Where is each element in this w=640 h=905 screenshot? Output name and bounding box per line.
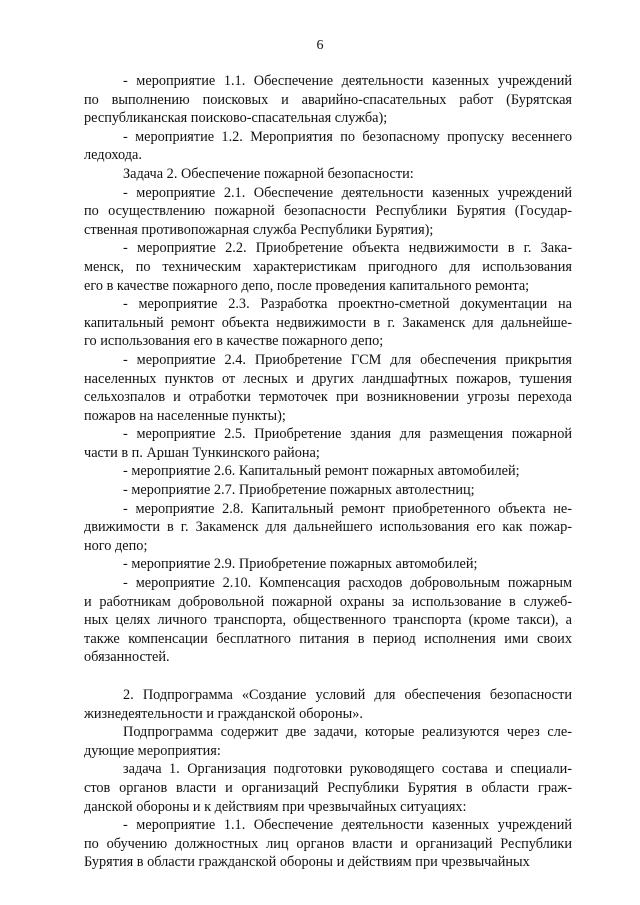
text-line: Бурятия в области гражданской обороны и действиям при чрезвычайных xyxy=(84,854,530,871)
paragraph-spacer xyxy=(84,667,572,686)
text-line: его в качестве пожарного депо, после проведения капитального ремонта; xyxy=(84,277,530,294)
document-body xyxy=(84,72,572,872)
text-line: части в п. Аршан Тункинского района; xyxy=(84,444,320,461)
paragraph xyxy=(84,165,572,184)
paragraph xyxy=(84,72,572,128)
paragraph xyxy=(84,723,572,760)
paragraph xyxy=(84,184,572,240)
text-line: обязанностей. xyxy=(84,649,170,666)
text-line: - мероприятие 2.2. Приобретение объекта недвижимости в г. Зака- xyxy=(123,240,572,257)
text-line: - мероприятие 2.8. Капитальный ремонт приобретенного объекта не- xyxy=(123,500,572,517)
text-line: Подпрограмма содержит две задачи, которые реализуются через сле- xyxy=(123,724,572,741)
text-line: - мероприятие 2.10. Компенсация расходов добровольным пожарным xyxy=(123,575,572,592)
paragraph xyxy=(84,816,572,872)
text-line: - мероприятие 2.1. Обеспечение деятельности казенных учреждений xyxy=(123,184,572,201)
text-line: - мероприятие 1.1. Обеспечение деятельности казенных учреждений xyxy=(123,73,572,89)
text-line: пожаров на населенные пункты); xyxy=(84,407,286,424)
text-line: данской обороны и к действиям при чрезвычайных ситуациях: xyxy=(84,798,467,815)
text-line: менск, по техническим характеристикам пригодного для использования xyxy=(84,258,572,275)
paragraph xyxy=(84,351,572,425)
paragraph xyxy=(84,295,572,351)
paragraph xyxy=(84,425,572,462)
text-line: также компенсации бесплатного питания в период исполнения ими своих xyxy=(84,630,572,647)
paragraph xyxy=(84,128,572,165)
text-line: по осуществлению пожарной безопасности Республики Бурятия (Государ- xyxy=(84,203,572,220)
text-line: - мероприятие 2.6. Капитальный ремонт пожарных автомобилей; xyxy=(123,463,520,480)
text-line: по обучению должностных лиц органов власти и организаций Республики xyxy=(84,835,572,852)
text-line: 2. Подпрограмма «Создание условий для обеспечения безопасности xyxy=(123,687,572,703)
text-line: ственная противопожарная служба Республики Бурятия); xyxy=(84,221,434,238)
text-line: - мероприятие 2.9. Приобретение пожарных автомобилей; xyxy=(123,556,478,573)
text-line: движимости в г. Закаменск для дальнейшего использования его как пожар- xyxy=(84,519,572,536)
text-line: республиканская поисково-спасательная служба); xyxy=(84,110,388,127)
paragraph xyxy=(84,760,572,816)
paragraph xyxy=(84,481,572,500)
text-line: населенных пунктов от лесных и других ландшафтных пожаров, тушения xyxy=(84,370,572,387)
text-line: по выполнению поисковых и аварийно-спасательных работ (Бурятская xyxy=(84,91,572,108)
text-line: - мероприятие 2.3. Разработка проектно-сметной документации на xyxy=(123,296,572,313)
text-line: го использования его в качестве пожарного депо; xyxy=(84,333,384,350)
text-line: капитальный ремонт объекта недвижимости в г. Закаменск для дальнейше- xyxy=(84,314,572,331)
text-line: стов органов власти и организаций Республики Бурятия в области граж- xyxy=(84,779,572,796)
text-line: дующие мероприятия: xyxy=(84,742,221,759)
text-line: ных целях личного транспорта, общественного транспорта (кроме такси), а xyxy=(84,612,572,629)
text-line: - мероприятие 1.2. Мероприятия по безопасному пропуску весеннего xyxy=(123,128,572,145)
text-line: Задача 2. Обеспечение пожарной безопасности: xyxy=(123,165,414,182)
paragraph xyxy=(84,555,572,574)
text-line: сельхозпалов и отработки термоточек при возникновении угрозы перехода xyxy=(84,389,572,406)
text-line: - мероприятие 2.7. Приобретение пожарных автолестниц; xyxy=(123,482,475,499)
text-line: задача 1. Организация подготовки руководящего состава и специали- xyxy=(123,761,572,778)
paragraph xyxy=(84,500,572,556)
text-line: жизнедеятельности и гражданской обороны». xyxy=(84,705,363,722)
paragraph xyxy=(84,239,572,295)
text-line: ного депо; xyxy=(84,537,148,554)
paragraph xyxy=(84,462,572,481)
text-line: - мероприятие 1.1. Обеспечение деятельности казенных учреждений xyxy=(123,817,572,834)
text-line: - мероприятие 2.4. Приобретение ГСМ для обеспечения прикрытия xyxy=(123,351,572,368)
paragraph xyxy=(84,574,572,667)
text-line: ледохода. xyxy=(84,147,142,164)
paragraph xyxy=(84,686,572,723)
page-number: 6 xyxy=(316,38,324,53)
text-line: - мероприятие 2.5. Приобретение здания для размещения пожарной xyxy=(123,426,572,443)
text-line: и работникам добровольной пожарной охраны за использование в служеб- xyxy=(84,593,572,610)
